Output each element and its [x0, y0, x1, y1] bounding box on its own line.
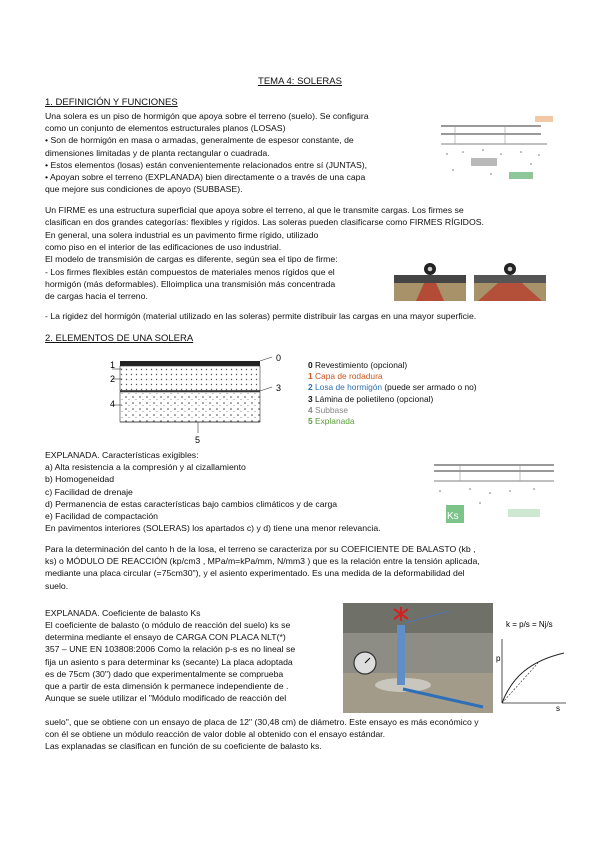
legend-item: 4 Subbase	[308, 404, 349, 415]
text-line: • Son de hormigón en masa o armadas, generalmente de espesor constante, de	[45, 135, 354, 146]
p-s-curve-figure	[494, 603, 570, 713]
slab-section-figure	[435, 108, 555, 188]
text-line: c) Facilidad de drenaje	[45, 486, 133, 497]
load-transmission-figure	[394, 263, 546, 301]
text-line: a) Alta resistencia a la compresión y al cizallamiento	[45, 462, 246, 473]
label-1: 1	[110, 360, 116, 370]
label-0: 0	[276, 353, 282, 363]
explanada-ks-figure	[430, 455, 558, 527]
text-line: - La rigidez del hormigón (material utilizado en las soleras) permite distribuir las cargas en una mayor superficie.	[45, 311, 477, 321]
axis-p: p	[496, 654, 501, 663]
text-line: determina mediante el ensayo de CARGA CON PLACA NLT(*)	[45, 632, 286, 643]
formula: k = p/s = Nj/s	[506, 620, 553, 629]
legend-item: 3 Lámina de polietileno (opcional)	[308, 393, 434, 404]
text-line: como piso en el interior de las edificaciones de uso industrial.	[45, 242, 282, 253]
text-line: En general, una solera industrial es un pavimento firme rígido, utilizado	[45, 230, 319, 240]
solera-layers-figure	[110, 353, 290, 447]
paragraph-ensayo	[45, 619, 337, 704]
plate-load-test-photo	[343, 603, 493, 713]
section-heading-elementos: 2. ELEMENTOS DE UNA SOLERA	[45, 333, 194, 344]
text-line: Una solera es un piso de hormigón que apoya sobre el terreno (suelo). Se configura	[45, 111, 369, 121]
paragraph-firme	[45, 204, 545, 228]
label-3: 3	[276, 383, 282, 393]
paragraph-transmision	[45, 229, 389, 302]
paragraph-explanada	[45, 449, 435, 534]
text-line: Un FIRME es una estructura superficial que apoya sobre el terreno, al que le transmite cargas. Los firmes se	[45, 205, 464, 215]
label-4: 4	[110, 399, 116, 409]
legend-item: 5 Explanada	[308, 416, 355, 427]
text-line: de cargas hacia el terreno.	[45, 291, 148, 302]
text-line: - Los firmes flexibles están compuestos de materiales menos rígidos que el	[45, 266, 335, 277]
ks-label: Ks	[447, 511, 459, 522]
text-line: suelo.	[45, 580, 69, 591]
page-title: TEMA 4: SOLERAS	[258, 76, 342, 87]
text-line: • Estos elementos (losas) están convenientemente relacionados entre sí (JUNTAS),	[45, 159, 368, 170]
text-line: con él se obtiene un módulo reacción de valor doble al obtenido con el ensayo estándar.	[45, 729, 386, 740]
text-line: como un conjunto de elementos estructurales planos (LOSAS)	[45, 123, 286, 134]
paragraph-solera-definicion	[45, 110, 431, 195]
text-line: que mejore sus condiciones de apoyo (SUBBASE).	[45, 184, 243, 195]
text-line: b) Homogeneidad	[45, 474, 115, 485]
text-line: hormigón (más deformables). Elloimplica una transmisión más concentrada	[45, 278, 336, 289]
text-line: clasifican en dos grandes categorías: flexibles y rígidos. Las soleras pueden clasificarse como FIRMES RÍGIDOS.	[45, 217, 484, 228]
text-line: fija un asiento s para determinar ks (secante) La placa adoptada	[45, 656, 293, 667]
text-line: e) Facilidad de compactación	[45, 511, 158, 522]
text-line: d) Permanencia de estas características bajo cambios climáticos y de carga	[45, 498, 338, 509]
label-5: 5	[195, 435, 201, 445]
layers-legend	[308, 360, 477, 427]
text-line: Para la determinación del canto h de la losa, el terreno se caracteriza por su COEFICIENTE DE BALASTO (kb ,	[45, 544, 476, 554]
text-line: Aunque se suele utilizar el "Módulo modificado de reacción del	[45, 693, 287, 704]
paragraph-balasto	[45, 543, 550, 592]
label-2: 2	[110, 374, 116, 384]
legend-item: 1 Capa de rodadura	[308, 371, 383, 382]
text-line: EXPLANADA. Características exigibles:	[45, 450, 199, 460]
text-line: suelo", que se obtiene con un ensayo de placa de 12" (30,48 cm) de diámetro. Este ensayo es más económico y	[45, 717, 479, 727]
text-line: mediante una placa circular (=75cm30"), y el asiento experimentado. Es una medida de la deformabilidad del	[45, 568, 465, 579]
legend-item: 0 Revestimiento (opcional)	[308, 360, 408, 370]
paragraph-modulo-modificado	[45, 716, 557, 753]
text-line: Las explanadas se clasifican en función de su coeficiente de balasto ks.	[45, 741, 322, 752]
text-line: ks) o MÓDULO DE REACCIÓN (kp/cm3 , MPa/m=kPa/mm, N/mm3 ) que es la relación entre la tensión aplicada,	[45, 556, 480, 567]
text-line: que a partir de esta dimensión k permanece independiente de .	[45, 681, 289, 692]
axis-s: s	[556, 704, 560, 713]
section-heading-definicion: 1. DEFINICIÓN Y FUNCIONES	[45, 97, 178, 108]
paragraph-rigidez	[45, 310, 550, 322]
text-line: dimensiones limitadas y de planta rectangular o cuadrada.	[45, 147, 270, 158]
text-line: es de 75cm (30") dado que experimentalmente se comprueba	[45, 668, 284, 679]
legend-item: 2 Losa de hormigón (puede ser armado o no)	[308, 382, 477, 393]
text-line: El modelo de transmisión de cargas es diferente, según sea el tipo de firme:	[45, 254, 338, 265]
text-line: El coeficiente de balasto (o módulo de reacción del suelo) ks se	[45, 620, 291, 630]
text-line: En pavimentos interiores (SOLERAS) los apartados c) y d) tiene una menor relevancia.	[45, 523, 381, 534]
text-line: 357 – UNE EN 103808:2006 Como la relación p-s es no lineal se	[45, 644, 296, 655]
text-line: • Apoyan sobre el terreno (EXPLANADA) bien directamente o a través de una capa	[45, 172, 366, 183]
section-heading-coeficiente: EXPLANADA. Coeficiente de balasto Ks	[45, 608, 201, 618]
